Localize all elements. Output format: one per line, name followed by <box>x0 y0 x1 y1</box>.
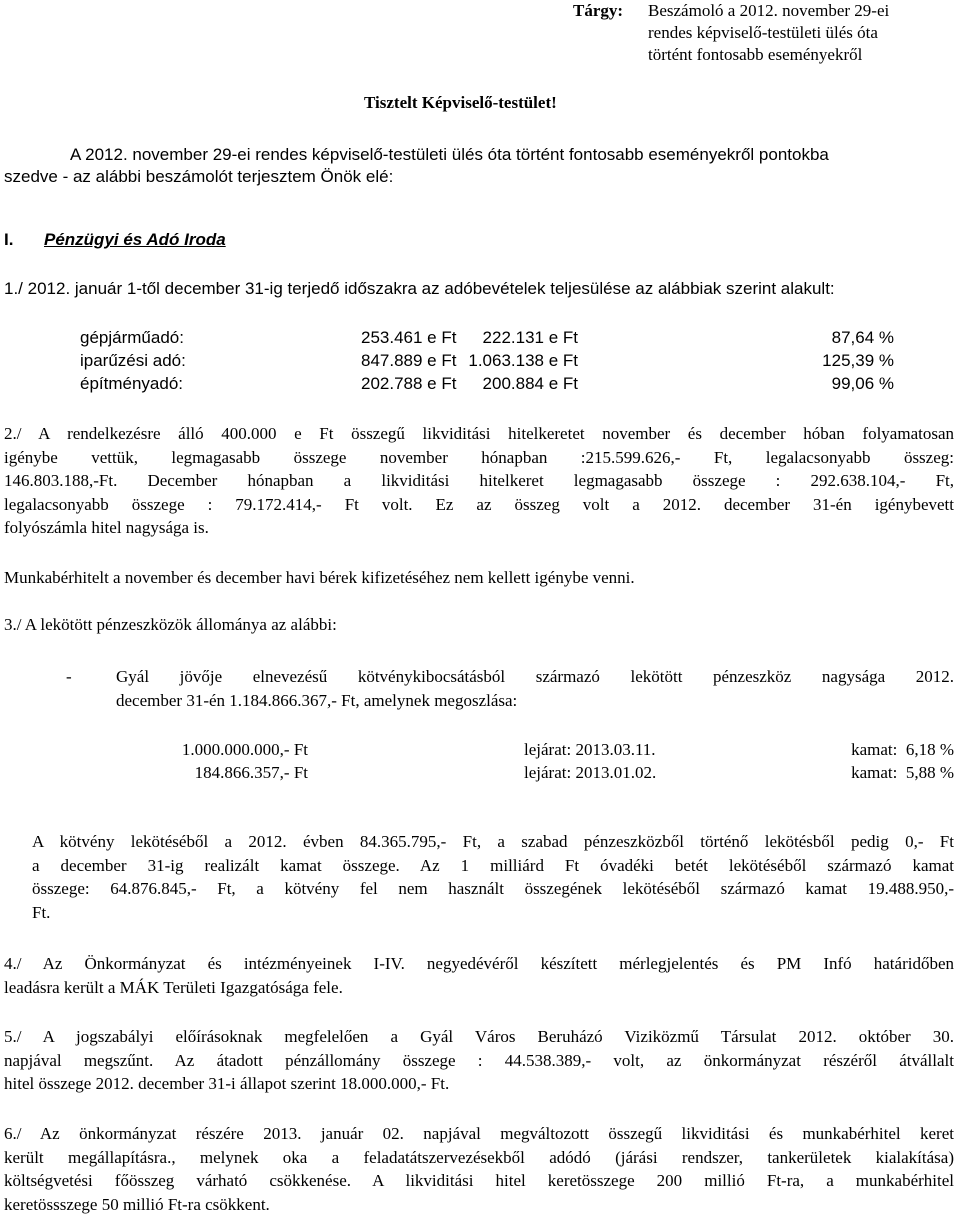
item2-wage-credit: Munkabérhitelt a november és december havi bérek kifizetéséhez nem kellett igénybe venni. <box>4 568 635 587</box>
section-number: I. <box>4 230 14 249</box>
item6-line-2: került megállapításra., melynek oka a feladatátszervezésekből adódó (járási rendszer, tankerületek kialakítása) <box>4 1147 954 1167</box>
item2-line-1: 2./ A rendelkezésre álló 400.000 e Ft összegű likviditási hitelkeretet november és december hóban folyamatosan <box>4 424 954 443</box>
interest-line-4: Ft. <box>32 902 51 922</box>
interest-line-1: A kötvény lekötéséből a 2012. évben 84.365.795,- Ft, a szabad pénzeszközből történő lekötésből pedig 0,- Ft <box>32 832 954 851</box>
tax-row-1-name: gépjárműadó: <box>80 328 184 347</box>
tax-row-2-pct: 125,39 % <box>822 351 894 370</box>
interest-line-2: a december 31-ig realizált kamat összege. Az 1 milliárd Ft óvadéki betét lekötéséből származó kamat <box>32 855 954 875</box>
item1-text: 1./ 2012. január 1-től december 31-ig terjedő időszakra az adóbevételek teljesülése az alábbiak szerint alakult: <box>4 279 835 298</box>
tax-row-3-pct: 99,06 % <box>831 374 894 393</box>
tax-row-1-pct: 87,64 % <box>831 328 894 347</box>
deposit-1-maturity: lejárat: 2013.03.11. <box>524 740 656 759</box>
item4-line-2: leadásra került a MÁK Területi Igazgatósága fele. <box>4 977 343 997</box>
deposit-table <box>0 739 960 789</box>
tax-row-1-actual: 222.131 e Ft <box>482 328 578 347</box>
deposit-2-amount: 184.866.357,- Ft <box>194 763 308 782</box>
deposit-2-rate: kamat: 5,88 % <box>851 763 954 782</box>
subject-line-2: rendes képviselő-testületi ülés óta <box>648 23 878 42</box>
item3-bullet-text <box>116 665 954 712</box>
tax-row-2-plan: 847.889 e Ft <box>361 351 457 370</box>
subject-line-3: történt fontosabb eseményekről <box>648 45 863 64</box>
item3-bullet-line-2: december 31-én 1.184.866.367,- Ft, amelynek megoszlása: <box>116 690 518 710</box>
item4-line-1: 4./ Az Önkormányzat és intézményeinek I-IV. negyedévéről készített mérlegjelentés és PM Infó határidőben <box>4 954 954 973</box>
item5-line-1: 5./ A jogszabályi előírásoknak megfelelően a Gyál Város Beruházó Viziközmű Társulat 2012. október 30. <box>4 1027 954 1046</box>
deposit-2-maturity: lejárat: 2013.01.02. <box>524 763 657 782</box>
tax-row-3-name: építményadó: <box>80 374 184 393</box>
intro-line-1: A 2012. november 29-ei rendes képviselő-testületi ülés óta történt fontosabb eseményekről pontokba <box>70 145 829 164</box>
deposit-1-amount: 1.000.000.000,- Ft <box>181 740 308 759</box>
subject-label: Tárgy: <box>573 1 624 20</box>
intro-line-2: szedve - az alábbi beszámolót terjesztem Önök elé: <box>4 167 394 186</box>
item3-bullet-line-1: Gyál jövője elnevezésű kötvénykibocsátásból származó lekötött pénzeszköz nagysága 2012. <box>116 667 954 686</box>
tax-row-1-plan: 253.461 e Ft <box>361 328 457 347</box>
salutation: Tisztelt Képviselő-testület! <box>364 93 557 112</box>
item2-line-5: folyószámla hitel nagysága is. <box>4 518 209 537</box>
tax-table <box>0 327 960 397</box>
item2-paragraph <box>4 422 954 540</box>
interest-paragraph <box>32 830 954 924</box>
item6-line-4: keretössszege 50 millió Ft-ra csökkent. <box>4 1194 270 1214</box>
section-title: Pénzügyi és Adó Iroda <box>44 230 226 249</box>
item2-line-4: legalacsonyabb összege : 79.172.414,- Ft volt. Ez az összeg volt a 2012. december 31-én igénybevett <box>4 494 954 514</box>
tax-row-3-plan: 202.788 e Ft <box>361 374 457 393</box>
interest-line-3: összege: 64.876.845,- Ft, a kötvény fel nem használt összegének lekötéséből származó kamat 19.488.950,- <box>32 879 954 898</box>
item2-line-3: 146.803.188,-Ft. December hónapban a likviditási hitelkeret legmagasabb összege : 292.638.104,- Ft, <box>4 471 954 490</box>
subject-line-1: Beszámoló a 2012. november 29-ei <box>648 1 890 20</box>
item6-line-3: költségvetési főösszeg várható csökkenése. A likviditási hitel keretösszege 200 millió Ft-ra, a munkabérhitel <box>4 1171 954 1190</box>
item6-line-1: 6./ Az önkormányzat részére 2013. január 02. napjával megváltozott összegű likviditási és munkabérhitel keret <box>4 1124 954 1143</box>
item3-bullet: - <box>66 667 72 686</box>
deposit-1-rate: kamat: 6,18 % <box>851 740 954 759</box>
item4-paragraph <box>4 952 954 999</box>
tax-row-3-actual: 200.884 e Ft <box>482 374 578 393</box>
item6-paragraph <box>4 1122 954 1216</box>
item5-line-2: napjával megszűnt. Az átadott pénzállomány összege : 44.538.389,- volt, az önkormányzat részéről átvállalt <box>4 1050 954 1070</box>
item3-heading: 3./ A lekötött pénzeszközök állománya az alábbi: <box>4 615 337 634</box>
item2-line-2: igénybe vettük, legmagasabb összege november hónapban :215.599.626,- Ft, legalacsonyabb összeg: <box>4 447 954 467</box>
item5-paragraph <box>4 1025 954 1096</box>
item5-line-3: hitel összege 2012. december 31-i állapot szerint 18.000.000,- Ft. <box>4 1074 450 1093</box>
tax-row-2-actual: 1.063.138 e Ft <box>468 351 578 370</box>
tax-row-2-name: iparűzési adó: <box>80 351 186 370</box>
